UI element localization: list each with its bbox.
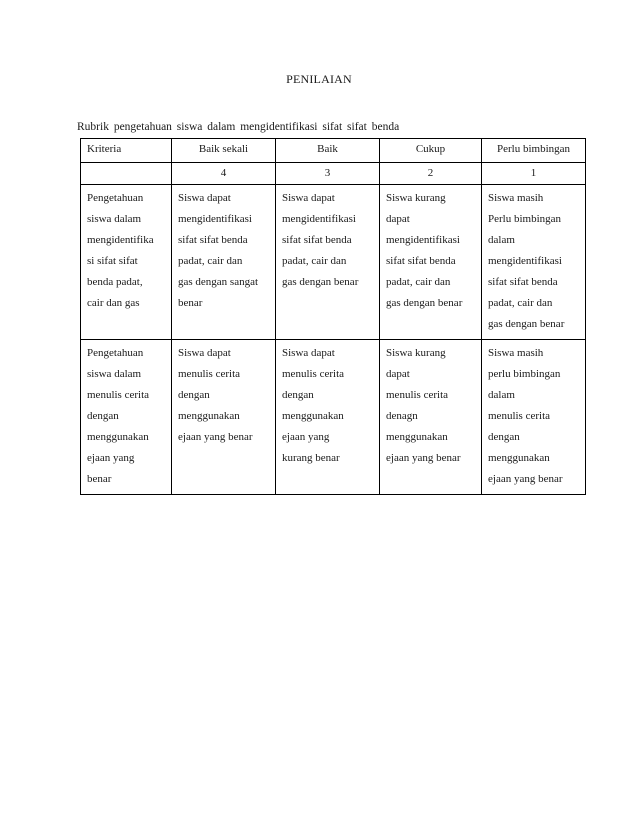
cell-text-line: ejaan yang benar — [386, 452, 461, 464]
cell-baik — [276, 340, 380, 495]
cell-cukup — [380, 185, 482, 340]
cell-text-line: Siswa kurang — [386, 347, 446, 359]
cell-text-line: si sifat sifat — [87, 255, 138, 267]
score-1: 1 — [482, 163, 586, 185]
cell-text-line: gas dengan benar — [488, 318, 565, 330]
score-row — [81, 163, 586, 185]
table-caption: Rubrik pengetahuan siswa dalam mengidentifikasi sifat sifat benda — [77, 121, 400, 133]
cell-text-line: menggunakan — [386, 431, 448, 443]
cell-text-line: gas dengan sangat — [178, 276, 259, 288]
cell-perlu-bimbingan — [482, 185, 586, 340]
cell-text-line: Pengetahuan — [87, 347, 144, 359]
cell-text-line: mengidentifika — [87, 234, 154, 246]
cell-text-line: ejaan yang — [282, 431, 330, 443]
header-perlu-bimbingan: Perlu bimbingan — [482, 139, 586, 163]
score-3: 3 — [276, 163, 380, 185]
score-4: 4 — [172, 163, 276, 185]
cell-text-line: benar — [87, 473, 112, 485]
cell-text-line: ejaan yang — [87, 452, 135, 464]
cell-text-line: gas dengan benar — [386, 297, 463, 309]
cell-text-line: dalam — [488, 389, 515, 401]
cell-text-line: sifat sifat benda — [386, 255, 456, 267]
cell-text-line: sifat sifat benda — [282, 234, 352, 246]
rubric-table — [80, 138, 586, 495]
cell-text-line: mengidentifikasi — [488, 255, 562, 267]
cell-text-line: siswa dalam — [87, 368, 142, 380]
cell-text-line: gas dengan benar — [282, 276, 359, 288]
cell-text-line: dengan — [282, 389, 314, 401]
cell-text-line: dapat — [386, 368, 410, 380]
cell-text-line: dengan — [178, 389, 210, 401]
cell-text-line: sifat sifat benda — [488, 276, 558, 288]
cell-text-line: kurang benar — [282, 452, 340, 464]
table-row — [81, 185, 586, 340]
score-2: 2 — [380, 163, 482, 185]
cell-text-line: menggunakan — [87, 431, 149, 443]
cell-text-line: Siswa dapat — [178, 192, 231, 204]
cell-text-line: dengan — [87, 410, 119, 422]
cell-text-line: Siswa dapat — [282, 192, 335, 204]
page-title: PENILAIAN — [286, 72, 352, 86]
cell-text-line: denagn — [386, 410, 418, 422]
header-baik: Baik — [276, 139, 380, 163]
cell-text-line: dalam — [488, 234, 515, 246]
header-baik-sekali: Baik sekali — [172, 139, 276, 163]
cell-text-line: padat, cair dan — [488, 297, 553, 309]
cell-text-line: mengidentifikasi — [386, 234, 460, 246]
cell-text-line: menulis cerita — [87, 389, 150, 401]
cell-text-line: ejaan yang benar — [488, 473, 563, 485]
cell-text-line: menggunakan — [282, 410, 344, 422]
cell-criteria — [81, 185, 172, 340]
cell-text-line: Siswa kurang — [386, 192, 446, 204]
cell-text-line: Pengetahuan — [87, 192, 144, 204]
cell-text-line: Siswa dapat — [282, 347, 335, 359]
cell-text-line: benar — [178, 297, 203, 309]
cell-text-line: menggunakan — [178, 410, 240, 422]
header-cukup: Cukup — [380, 139, 482, 163]
cell-text-line: benda padat, — [87, 276, 143, 288]
cell-text-line: ejaan yang benar — [178, 431, 253, 443]
cell-text-line: Siswa masih — [488, 192, 544, 204]
cell-text-line: perlu bimbingan — [488, 368, 561, 380]
cell-text-line: dapat — [386, 213, 410, 225]
cell-baik-sekali — [172, 185, 276, 340]
cell-text-line: Siswa masih — [488, 347, 544, 359]
cell-cukup — [380, 340, 482, 495]
cell-text-line: mengidentifikasi — [282, 213, 356, 225]
cell-text-line: padat, cair dan — [386, 276, 451, 288]
header-criteria: Kriteria — [81, 139, 172, 163]
cell-text-line: Siswa dapat — [178, 347, 231, 359]
cell-perlu-bimbingan — [482, 340, 586, 495]
cell-text-line: Perlu bimbingan — [488, 213, 562, 225]
score-cell-empty — [81, 163, 172, 185]
cell-text-line: siswa dalam — [87, 213, 142, 225]
cell-text-line: menulis cerita — [488, 410, 551, 422]
cell-criteria — [81, 340, 172, 495]
cell-text-line: menggunakan — [488, 452, 550, 464]
cell-text-line: menulis cerita — [386, 389, 449, 401]
cell-text-line: menulis cerita — [178, 368, 241, 380]
rubric-body — [81, 185, 586, 495]
cell-text-line: cair dan gas — [87, 297, 140, 309]
cell-text-line: padat, cair dan — [282, 255, 347, 267]
table-row — [81, 340, 586, 495]
cell-text-line: padat, cair dan — [178, 255, 243, 267]
cell-text-line: menulis cerita — [282, 368, 345, 380]
header-row — [81, 139, 586, 163]
cell-text-line: sifat sifat benda — [178, 234, 248, 246]
cell-text-line: dengan — [488, 431, 520, 443]
cell-baik-sekali — [172, 340, 276, 495]
cell-text-line: mengidentifikasi — [178, 213, 252, 225]
cell-baik — [276, 185, 380, 340]
